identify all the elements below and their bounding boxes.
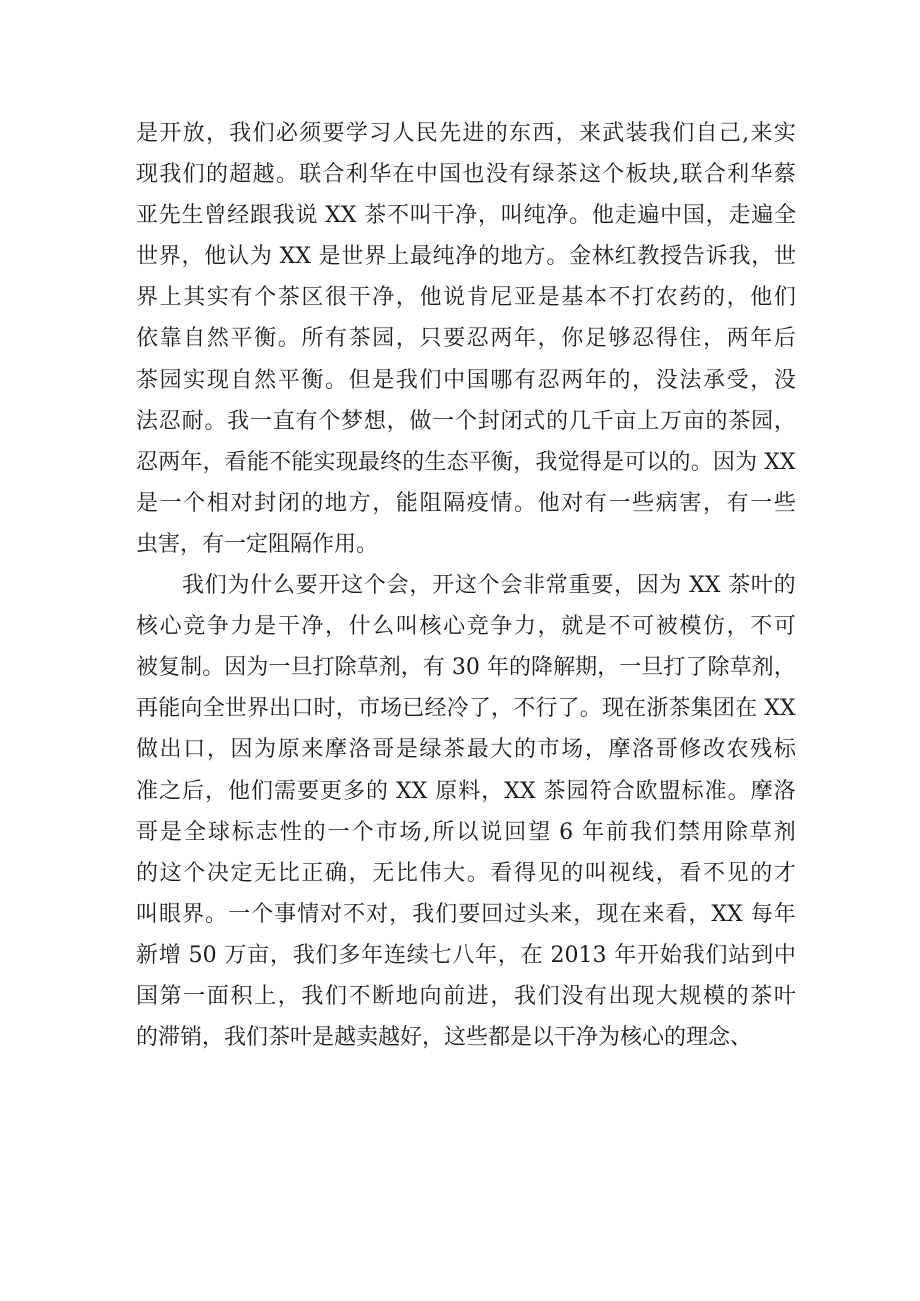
text-line: 准 之 后 ， 他 们 需 要 更 多 的 XX 原 料 ， XX 茶 园 符 合 欧 盟 标 准 。 摩 洛 xyxy=(136,778,796,804)
text-line: 依 靠 自 然 平 衡 。 所 有 茶 园 ， 只 要 忍 两 年 ， 你 足 够 忍 得 住 ， 两 年 后 xyxy=(136,326,796,352)
text-line: 的 这 个 决 定 无 比 正 确 ， 无 比 伟 大 。 看 得 见 的 叫 视 线 ， 看 不 见 的 才 xyxy=(136,860,796,886)
text-line: 茶 园 实 现 自 然 平 衡 。 但 是 我 们 中 国 哪 有 忍 两 年 的 ， 没 法 承 受 ， 没 xyxy=(136,367,796,393)
text-line: 做 出 口 ， 因 为 原 来 摩 洛 哥 是 绿 茶 最 大 的 市 场 ， 摩 洛 哥 修 改 农 残 标 xyxy=(136,737,796,763)
text-line: 核 心 竞 争 力 是 干 净 ， 什 么 叫 核 心 竞 争 力 ， 就 是 不 可 被 模 仿 ， 不 可 xyxy=(136,614,796,640)
text-line: 界 上 其 实 有 个 茶 区 很 干 净 ， 他 说 肯 尼 亚 是 基 本 不 打 农 药 的 ， 他 们 xyxy=(136,285,796,311)
paragraph xyxy=(136,113,796,565)
text-line: 叫 眼 界 。 一 个 事 情 对 不 对 ， 我 们 要 回 过 头 来 ， 现 在 来 看 ， XX 每 年 xyxy=(136,901,796,927)
text-line: 现 我 们 的 超 越 。 联 合 利 华 在 中 国 也 没 有 绿 茶 这 个 板 块 , 联 合 利 华 蔡 xyxy=(136,162,796,188)
text-line: 是 一 个 相 对 封 闭 的 地 方 ， 能 阻 隔 疫 情 。 他 对 有 一 些 病 害 ， 有 一 些 xyxy=(136,490,796,516)
text-line: 的滞销，我们茶叶是越卖越好，这些都是以干净为核心的理念、 xyxy=(136,1025,753,1051)
text-line: 再 能 向 全 世 界 出 口 时 ， 市 场 已 经 冷 了 ， 不 行 了 。 现 在 浙 茶 集 团 在 XX xyxy=(136,696,796,722)
text-line: 哥 是 全 球 标 志 性 的 一 个 市 场 , 所 以 说 回 望 6 年 前 我 们 禁 用 除 草 剂 xyxy=(136,819,796,845)
text-line: 忍 两 年 ， 看 能 不 能 实 现 最 终 的 生 态 平 衡 ， 我 觉 得 是 可 以 的 。 因 为 XX xyxy=(136,449,796,475)
body-text xyxy=(136,113,796,1058)
paragraph xyxy=(136,565,796,1058)
text-line: 亚 先 生 曾 经 跟 我 说 XX 茶 不 叫 干 净 ， 叫 纯 净 。 他 走 遍 中 国 ， 走 遍 全 xyxy=(136,203,796,229)
text-line: 法 忍 耐 。 我 一 直 有 个 梦 想 ， 做 一 个 封 闭 式 的 几 千 亩 上 万 亩 的 茶 园 ， xyxy=(136,408,796,434)
text-line: 我 们 为 什 么 要 开 这 个 会 ， 开 这 个 会 非 常 重 要 ， 因 为 XX 茶 叶 的 xyxy=(182,573,796,599)
text-line: 国 第 一 面 积 上 ， 我 们 不 断 地 向 前 进 ， 我 们 没 有 出 现 大 规 模 的 茶 叶 xyxy=(136,983,796,1009)
text-line: 是 开 放 ， 我 们 必 须 要 学 习 人 民 先 进 的 东 西 ， 来 武 装 我 们 自 己 , 来 实 xyxy=(136,121,796,146)
text-line: 被 复 制 。 因 为 一 旦 打 除 草 剂 ， 有 30 年 的 降 解 期 ， 一 旦 打 了 除 草 剂 ， xyxy=(136,655,796,681)
text-line: 新 增 50 万 亩 ， 我 们 多 年 连 续 七 八 年 ， 在 2013 年 开 始 我 们 站 到 中 xyxy=(136,942,796,968)
text-line: 虫害，有一定阻隔作用。 xyxy=(136,531,379,557)
text-line: 世 界 ， 他 认 为 XX 是 世 界 上 最 纯 净 的 地 方 。 金 林 红 教 授 告 诉 我 ， 世 xyxy=(136,244,796,270)
